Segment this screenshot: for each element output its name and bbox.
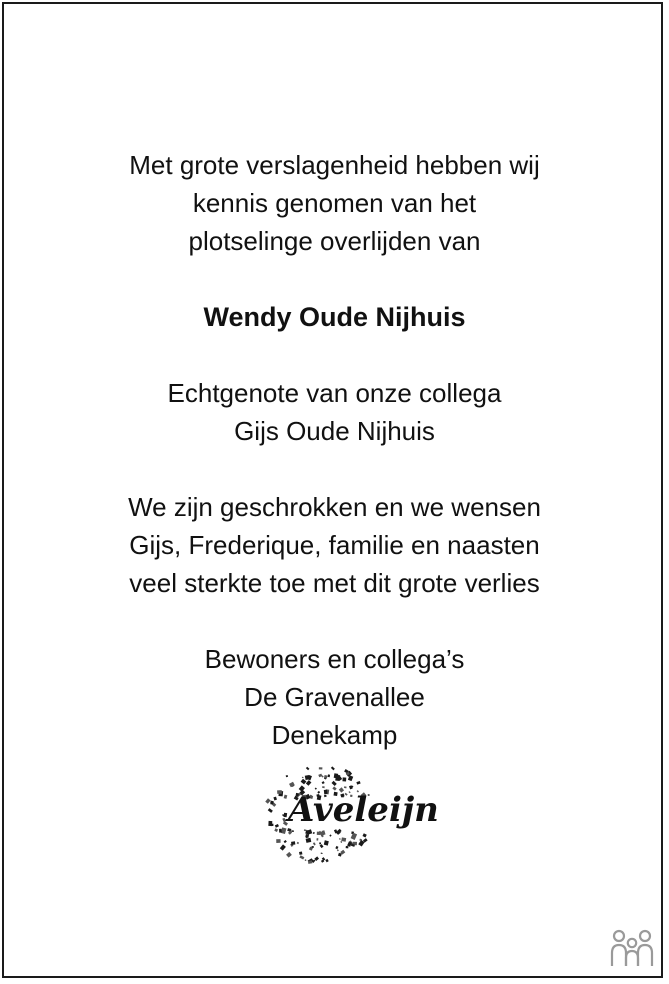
logo-dot [329,834,331,836]
logo-dot [270,824,274,826]
logo-dot [305,859,307,860]
intro-block [0,146,669,260]
logo-dot [291,830,294,832]
logo-dot [308,860,312,863]
logo-dot [346,846,349,849]
logo-dot [324,840,329,845]
logo-dot [279,829,282,833]
logo-dot [277,790,282,794]
logo-dot [271,802,273,804]
signature-line-2: De Gravenallee [244,682,425,712]
family-people-icon [608,926,656,970]
aveleijn-logo [258,762,439,866]
condolence-block [0,488,669,602]
deceased-name: Wendy Oude Nijhuis [203,302,466,332]
condolence-line-3: veel sterkte toe met dit grote verlies [129,568,540,598]
intro-line-3: plotselinge overlijden van [188,226,481,256]
logo-dot [282,818,286,822]
logo-dot [265,798,270,803]
logo-dot [331,766,335,770]
logo-dot [362,833,366,837]
logo-dot [275,824,279,828]
relation-block [0,374,669,450]
logo-dot [335,775,340,781]
logo-dot [313,832,315,834]
logo-dot [319,767,323,769]
logo-dot [344,786,347,788]
logo-dot [274,828,278,832]
logo-dot [289,782,295,787]
logo-wordmark: Aveleijn [288,790,439,830]
logo-dot [342,777,346,781]
logo-dot [321,853,323,855]
logo-dot [332,781,337,786]
logo-dot [313,843,316,846]
logo-dot [284,840,287,843]
logo-dot [320,844,324,848]
logo-dot [340,841,342,843]
logo-dot [305,834,309,838]
logo-dot [325,859,328,862]
logo-dot [339,838,341,840]
signature-line-3: Denekamp [271,720,398,750]
logo-dot [302,777,304,778]
logo-dot [317,832,321,835]
logo-dot [322,781,325,784]
logo-dot [306,780,312,786]
logo-dot [316,838,318,840]
logo-dot [284,795,288,799]
logo-dot [324,775,328,779]
intro-line-1: Met grote verslagenheid hebben wij [129,150,540,180]
logo-dot [286,775,288,777]
logo-dot [306,767,310,770]
notice-text [0,146,669,754]
logo-dot [268,808,273,813]
logo-dot [273,797,277,801]
logo-dot [299,855,304,859]
signature-block [0,640,669,754]
logo-dot [286,852,292,858]
logo-dot [306,838,312,843]
logo-dot [314,856,319,861]
logo-dot [335,846,338,849]
logo-dot [284,813,288,818]
intro-line-2: kennis genomen van het [192,188,477,218]
logo-dot [356,781,360,785]
logo-dot [319,842,321,844]
logo-dot [280,844,286,850]
logo-dot [299,852,302,855]
relation-line-1: Echtgenote van onze collega [167,378,502,408]
condolence-line-2: Gijs, Frederique, familie en naasten [129,530,540,560]
logo-dot [291,841,295,845]
logo-dot [341,837,346,841]
logo-dot [322,786,325,788]
logo-dot [276,839,280,843]
relation-line-2: Gijs Oude Nijhuis [234,416,435,446]
logo-dot [328,774,330,777]
signature-line-1: Bewoners en collega’s [204,644,465,674]
logo-dot [337,849,339,851]
logo-dot [297,842,299,844]
condolence-line-1: We zijn geschrokken en we wensen [128,492,541,522]
logo-dot [318,774,322,778]
